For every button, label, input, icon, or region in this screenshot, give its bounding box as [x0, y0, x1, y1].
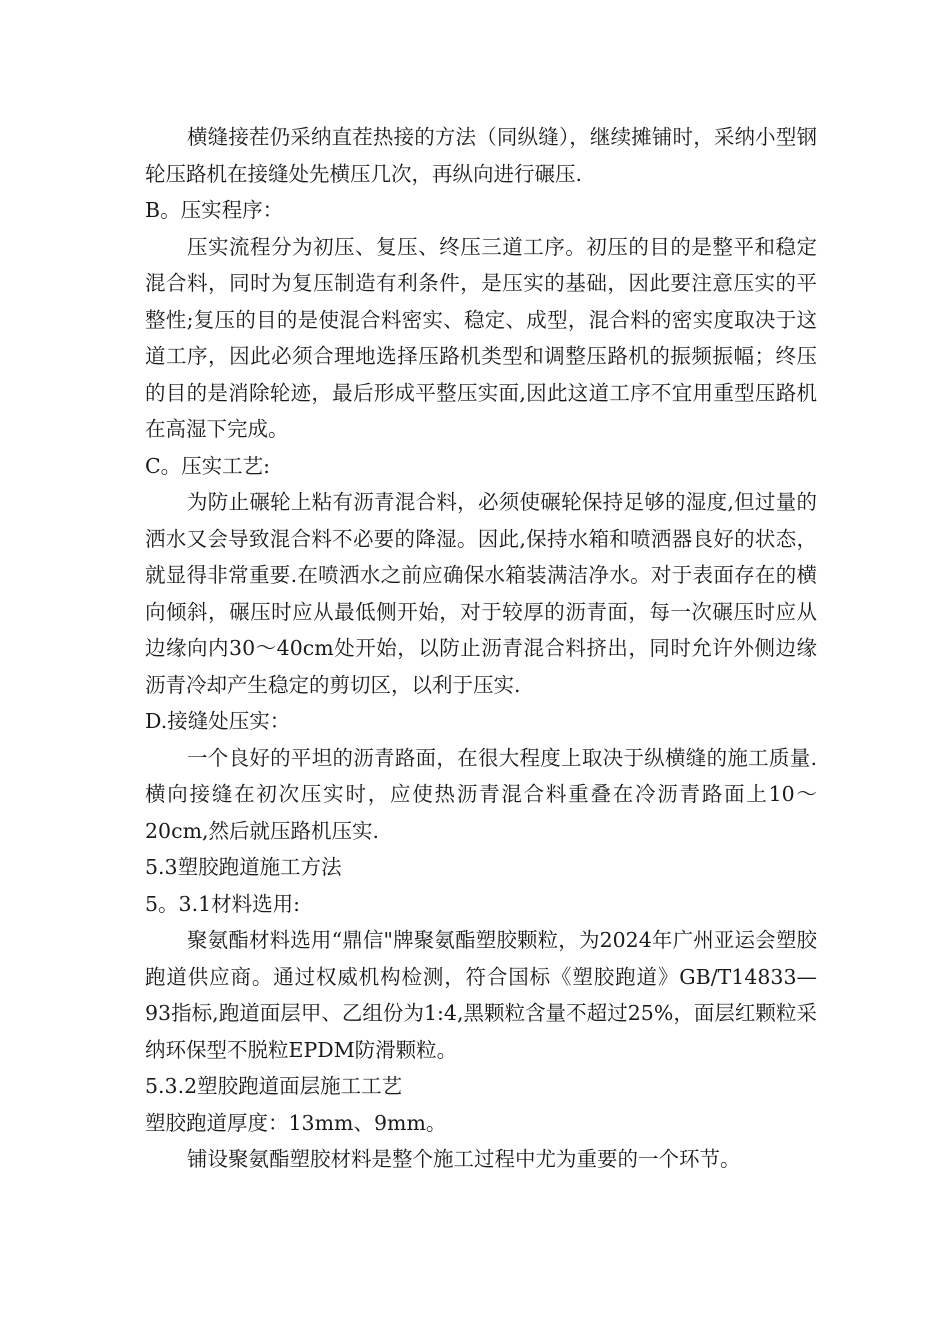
- paragraph-paving-polyurethane: 铺设聚氨酯塑胶材料是整个施工过程中尤为重要的一个环节。: [187, 1147, 741, 1171]
- heading-joint-compaction: D.接缝处压实：: [145, 709, 291, 733]
- paragraph-compaction-process: 为防止碾轮上粘有沥青混合料，必须使碾轮保持足够的湿度,但过量的洒水又会导致混合料不必要的降湿。因此,保持水箱和喷洒器良好的状态，就显得非常重要.在喷洒水之前应确保水箱装满洁净水。对于表面存在的横向倾斜，碾压时应从最低侧开始，对于较厚的沥青面，每一次碾压时应从边缘向内30～40cm处开始，以防止沥青混合料挤出，同时允许外侧边缘沥青冷却产生稳定的剪切区，以利于压实.: [145, 490, 817, 697]
- line-track-thickness: 塑胶跑道厚度：13mm、9mm。: [145, 1110, 447, 1135]
- paragraph-compaction-procedure: 压实流程分为初压、复压、终压三道工序。初压的目的是整平和稳定混合料，同时为复压制造有利条件，是压实的基础，因此要注意压实的平整性;复压的目的是使混合料密实、稳定、成型，混合料的密实度取决于这道工序，因此必须合理地选择压路机类型和调整压路机的振频振幅；终压的目的是消除轮迹，最后形成平整压实面,因此这道工序不宜用重型压路机在高湿下完成。: [145, 234, 817, 441]
- paragraph-joint-compaction: 一个良好的平坦的沥青路面，在很大程度上取决于纵横缝的施工质量.横向接缝在初次压实时，应使热沥青混合料重叠在冷沥青路面上10～20cm,然后就压路机压实.: [145, 745, 817, 843]
- document-body: [145, 119, 817, 1178]
- paragraph-transverse-joint: 横缝接茬仍采纳直茬热接的方法（同纵缝），继续摊铺时，采纳小型钢轮压路机在接缝处先横压几次，再纵向进行碾压.: [145, 125, 817, 186]
- heading-section-5-3: 5.3塑胶跑道施工方法: [145, 855, 342, 879]
- heading-section-5-3-2: 5.3.2塑胶跑道面层施工工艺: [145, 1074, 403, 1098]
- heading-section-5-3-1: 5。3.1材料选用:: [145, 891, 301, 916]
- heading-compaction-procedure: B。压实程序：: [145, 198, 284, 222]
- paragraph-material-selection: 聚氨酯材料选用“鼎信"牌聚氨酯塑胶颗粒，为2024年广州亚运会塑胶跑道供应商。通过权威机构检测，符合国标《塑胶跑道》GB/T14833—93指标,跑道面层甲、乙组份为1:4,黑颗粒含量不超过25%，面层红颗粒采纳环保型不脱粒EPDM防滑颗粒。: [145, 928, 817, 1062]
- heading-compaction-process: C。压实工艺:: [145, 453, 271, 478]
